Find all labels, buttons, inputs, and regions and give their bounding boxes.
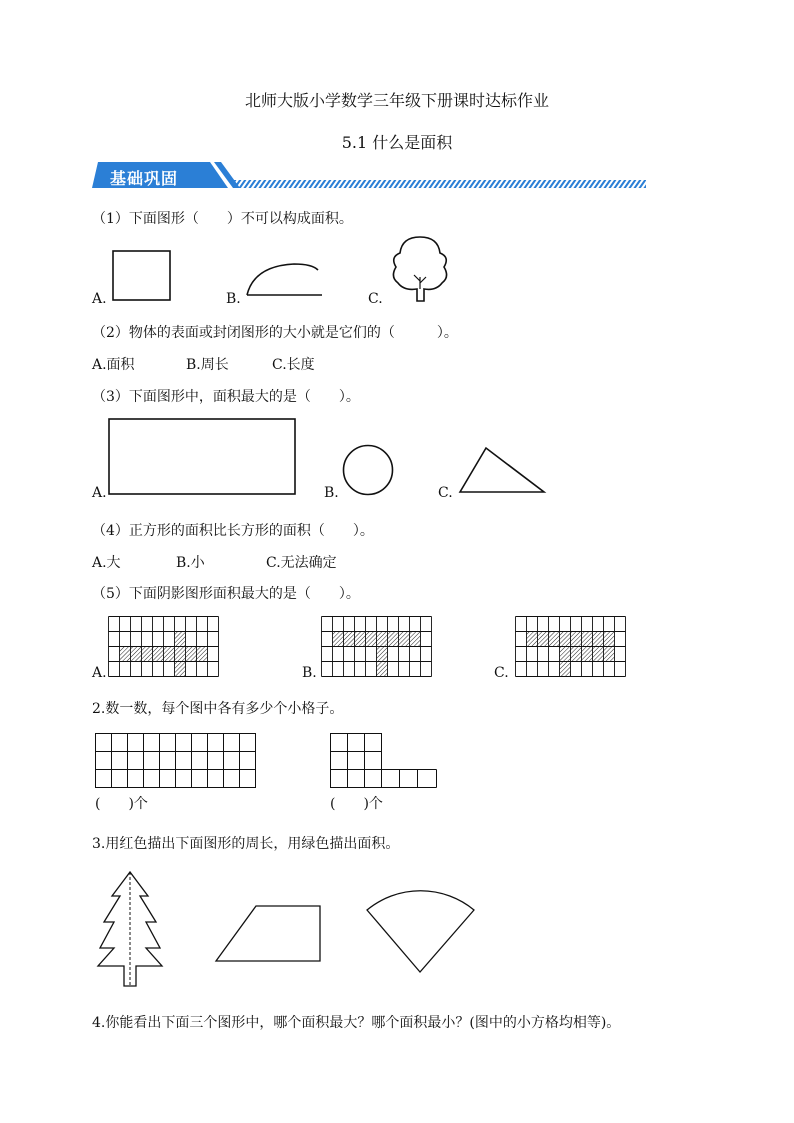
- q4-option-a: A.大: [92, 555, 121, 571]
- q3-circle-figure: [342, 444, 396, 498]
- q3-option-b: B.: [324, 485, 339, 501]
- q2-option-a: A.面积: [92, 357, 135, 373]
- q5-grid-b: [321, 616, 433, 678]
- q3-stem: （3）下面图形中，面积最大的是（ ）。: [92, 389, 360, 405]
- q1-tree-figure: [390, 233, 452, 305]
- q5-option-b: B.: [302, 665, 317, 681]
- q4-option-c: C.无法确定: [266, 555, 337, 571]
- problem-2-stem: 2.数一数，每个图中各有多少个小格子。: [92, 701, 344, 717]
- q3-triangle-figure: [458, 446, 550, 496]
- q3-option-c: C.: [438, 485, 453, 501]
- q2-option-c: C.长度: [272, 357, 315, 373]
- q5-stem: （5）下面阴影图形面积最大的是（ ）。: [92, 586, 360, 602]
- problem-3-sector-figure: [364, 880, 478, 976]
- problem-2-answer-right: ( )个: [330, 796, 383, 812]
- problem-3-stem: 3.用红色描出下面图形的周长，用绿色描出面积。: [92, 836, 400, 852]
- problem-3-tree-figure: [94, 870, 166, 990]
- page-subtitle: 5.1 什么是面积: [341, 133, 453, 152]
- q1-option-a: A.: [92, 291, 107, 307]
- count-grid-right: [330, 733, 438, 789]
- q5-option-a: A.: [92, 665, 107, 681]
- q1-option-c: C.: [368, 291, 383, 307]
- problem-4-stem: 4.你能看出下面三个图形中，哪个面积最大？哪个面积最小？(图中的小方格均相等)。: [92, 1015, 621, 1031]
- problem-3-trapezoid-figure: [214, 904, 322, 964]
- q1-option-b: B.: [226, 291, 241, 307]
- count-grid-left: [95, 733, 257, 789]
- q1-stem: （1）下面图形（ ）不可以构成面积。: [92, 211, 353, 227]
- q4-stem: （4）正方形的面积比长方形的面积（ ）。: [92, 523, 374, 539]
- q3-rectangle-figure: [108, 418, 298, 498]
- page-title: 北师大版小学数学三年级下册课时达标作业: [244, 91, 549, 110]
- q1-square-figure: [112, 250, 172, 302]
- q5-option-c: C.: [494, 665, 509, 681]
- section-label: 基础巩固: [110, 169, 179, 188]
- q5-grid-a: [108, 616, 220, 678]
- q2-option-b: B.周长: [186, 357, 229, 373]
- q3-option-a: A.: [92, 485, 107, 501]
- q5-grid-c: [515, 616, 627, 678]
- q1-arc-figure: [244, 262, 326, 300]
- q2-stem: （2）物体的表面或封闭图形的大小就是它们的（ ）。: [92, 325, 458, 341]
- problem-2-answer-left: ( )个: [95, 796, 148, 812]
- q4-option-b: B.小: [176, 555, 205, 571]
